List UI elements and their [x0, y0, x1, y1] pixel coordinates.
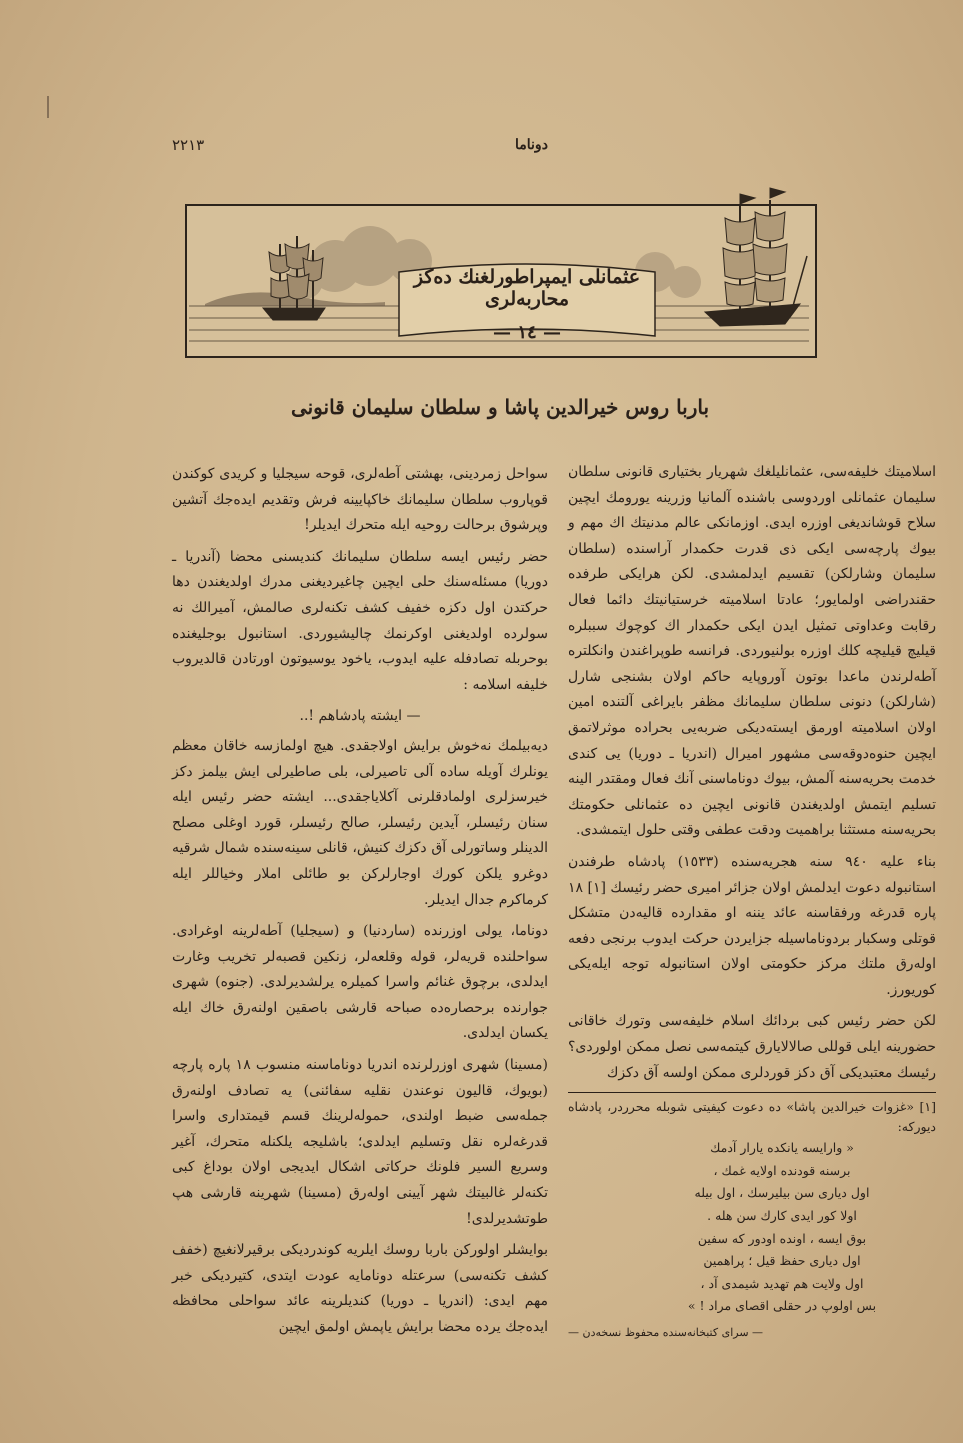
poem-caption: — سرای کتبخانەسندە محفوظ نسخەدن — [568, 1326, 764, 1339]
running-title: دوناما [515, 137, 548, 153]
left-column [172, 462, 548, 1347]
paragraph: (مسینا) شهری اوزرلرندە اندریا دوناماسنە منسوب ١٨ پارە پارچە (بویوك، قالیون نوعندن نقلیە سفائنی) یە تصادف اولنەرق جملەسی ضبط اولندی، حمولەلرینك قسم قیمتداری واسرا قدرغەلرە نقل وتسلیم ایدلدی؛ باشلیجە یلکنلە متحرك، آغیر وسریع السیر فلونك حرکاتی اشکال ایدیجی اولان بوداغ کبی تکنەلر غالبیتك شهر آیینی اولەرق (مسینا) شهرینە قارشی هپ طوتشدیرلدی! [172, 1057, 548, 1227]
paragraph: اسلامیتك خلیفەسی، عثمانلیلغك شهریار بختیاری قانونی سلطان سلیمان عثمانلی اوردوسی باشندە آلمانیا وزرینە یورومك ایچین سلاح قوشاندیغی اوزرە ایدی. اوزمانکی عالم مدنیتك اك مهم و بیوك پارچەسی ایكی ذی قدرت حکمدار آراسندە (سلطان سلیمان وشارلکن) تقسیم ایدلمشدی. لکن هرایکی طرفدە حقندراضی اولمایور؛ عادتا اسلامیتە خرستیانیتك دائما فعال رقابت وعداوتی تمثیل ایدن ایكی حکمدار اك کوچوك سببلرە قیلیچ قیلیچە کلك اوزرە بولنیوردی. فرانسە طوپراغندن وانکلترە آطەلرندن ماعدا بوتون آوروپایە حاکم اولان بشنجی شارل (شارلکن) دنونی سلطان سلیمانك مظفر بایراغی آلتندە امین اولان اسلامیتە اورمق ایستەدیکی ضربەیی بحرادە موثرلاتمق ایچین حنوەدوقەسی مشهور امیرال (اندریا ـ دوریا) یی کندی خدمت بحریەسنە آلمش، بیوك دوناماسنی آنك فعال ومقتدر الینە تسلیم ایتمش اولدیغندن قانونی ایچین دە عثمانلی حکومتك بحریەسنە مستثنا براهمیت ودقت عطفی وقتی حلول ایتمشدی. [568, 464, 936, 839]
poem-line: برسنە قودنده اولایە غمك ، [713, 1162, 851, 1178]
poem-line: « وارایسە یانکدە یارار آدمك [710, 1140, 854, 1156]
paragraph: دوناما، یولی اوزرندە (ساردنیا) و (سیجلیا) آطەلرینە اوغرادی. سواحلندە قریەلر، قولە وقلعەلر، زنکین قصبەلر تخریب وغارت ایدلدی، برچوق غنائم واسرا کمیلرە یرلشدیرلدی. (جنوه) شهری جوارندە برحصارەدە صباحە قارشی باصقین اولنەرق خاك ایلە یکسان ایدلدی. [172, 923, 548, 1042]
poem-line: اول دیاری حفظ قیل ؛ پراهمین [703, 1253, 861, 1269]
paragraph: بوایشلر اولورکن باربا روسك ایلریە کوندردیکی برقیرلانغیچ (خفف کشف تکنەسی) سرعتلە دونامایە عودت ایتدی، کتیردیکی خبر مهم ایدی: (اندریا ـ دوریا) کندیلرینە عائد سواحلی محافظە ایدەجك یردە محضا برایش یاپمش اولمق ایچین [172, 1242, 548, 1335]
page-number: ۲۲۱۳ [172, 136, 205, 154]
banner-number: — ١٤ — [493, 322, 561, 343]
paragraph: لکن حضر رئیس کبی بردائك اسلام خلیفەسی وتورك خاقانی حضورینە ایلی قوللی صالالایارق کیتمەسی نصل ممکن اولوردی؟ رئیسك معتبدیکی آق دکز قوردلری ممکن اولسە آق دکزك [568, 1013, 936, 1081]
paragraph: بناء علیه ٩٤٠ سنه هجریەسندە (١٥٣٣) پادشاه طرفندن استانبولە دعوت ایدلمش اولان جزائر امیری حضر رئیسك [١] ١٨ پارە قدرغە ورفقاسنە عائد یننە او مقداردە قالیەدن متشکل قوتلی وسکبار بردوناماسیلە جزایردن حرکت ایدوب برنجی دفعە اولەرق ملتك مرکز حکومتی اولان استانبولە توجە ایلەیکی کوریورز. [568, 853, 936, 998]
paragraph: حضر رئیس ایسە سلطان سلیمانك کندیسنی محضا (آندریا ـ دوریا) مسئلەسنك حلی ایچین چاغیردیغنی مدرك اولدیغندن دها حرکتدن اول دکزە خفیف کشف تکنەلری صالمش، آمیرالك نە سولردە اولدیغنی اوکرنمك چالیشیوردی. استانبول بوجلیغندە بوحربلە تصادفلە علیه ایدوب، یاخود یوسیوتون اورتادن قالدیروب خلیفە اسلامە : [172, 548, 548, 693]
right-column [568, 460, 936, 1346]
poem-line: اولا کور ایدی کارك سن هلە . [707, 1208, 857, 1224]
quote-line: — ایشتە پادشاهم !.. [299, 708, 421, 725]
banner-title: عثمانلی ایمپراطورلغنك دەكز محاربەلری [413, 266, 641, 310]
poem [568, 1137, 936, 1318]
banner-illustration [185, 186, 815, 368]
right-ship-icon [705, 188, 807, 326]
poem-line: بوق ایسە ، اوندە اودور کە سفین [697, 1230, 867, 1246]
banner-ribbon [409, 262, 645, 342]
page-scratch-mark [47, 96, 49, 118]
paragraph: دیەبیلمك نەخوش برایش اولاجقدی. هیچ اولمازسە خاقان معظم یونلرك آویلە سادە آلی تاصیرلی، بلی صاطیرلی ایش بیلمز دکز خیرسزلری اولمادقلرنی آکلایاجقدی... ایشتە حضر رئیس ایلە سنان رئیسلر، آیدین رئیسلر، صالح رئیسلر، قورد اوغلی مصلح الدینلر وساتورلی آق دکزك کنیش، قانلی سینەسندە شمال شرقیە دوغرو یلکن کورك اوجارلرکن بو طائلی املار وخیاللر ایلە کرماکرم جدال ایدیلر. [172, 737, 548, 908]
poem-line: بس اولوپ در حقلی اقصای مراد ! » [687, 1298, 877, 1314]
poem-line: اول ولایت هم تهدید شیمدی آد ، [700, 1275, 864, 1291]
poem-line: اول دیاری سن بیلیرسك ، اول بیلە [694, 1185, 870, 1201]
footnote: [١] «غزوات خیرالدین پاشا» دە دعوت کیفیتی شوبلە محرردر، پادشاه دیورکه: [568, 1099, 936, 1135]
footnote-divider [568, 1092, 936, 1093]
article-subtitle: باربا روس خیرالدین پاشا و سلطان سلیمان قانونی [290, 395, 710, 419]
paragraph: سواحل زمردینی، بهشتی آطەلری، قوحە سیجلیا و کریدی کوکندن قوپاروب سلطان سلیمانك خاکپایینە فرش وتقدیم ایدەجك آتشین وپرشوق برحالت روحیە ایلە متحرك ایدیلر! [172, 466, 548, 534]
